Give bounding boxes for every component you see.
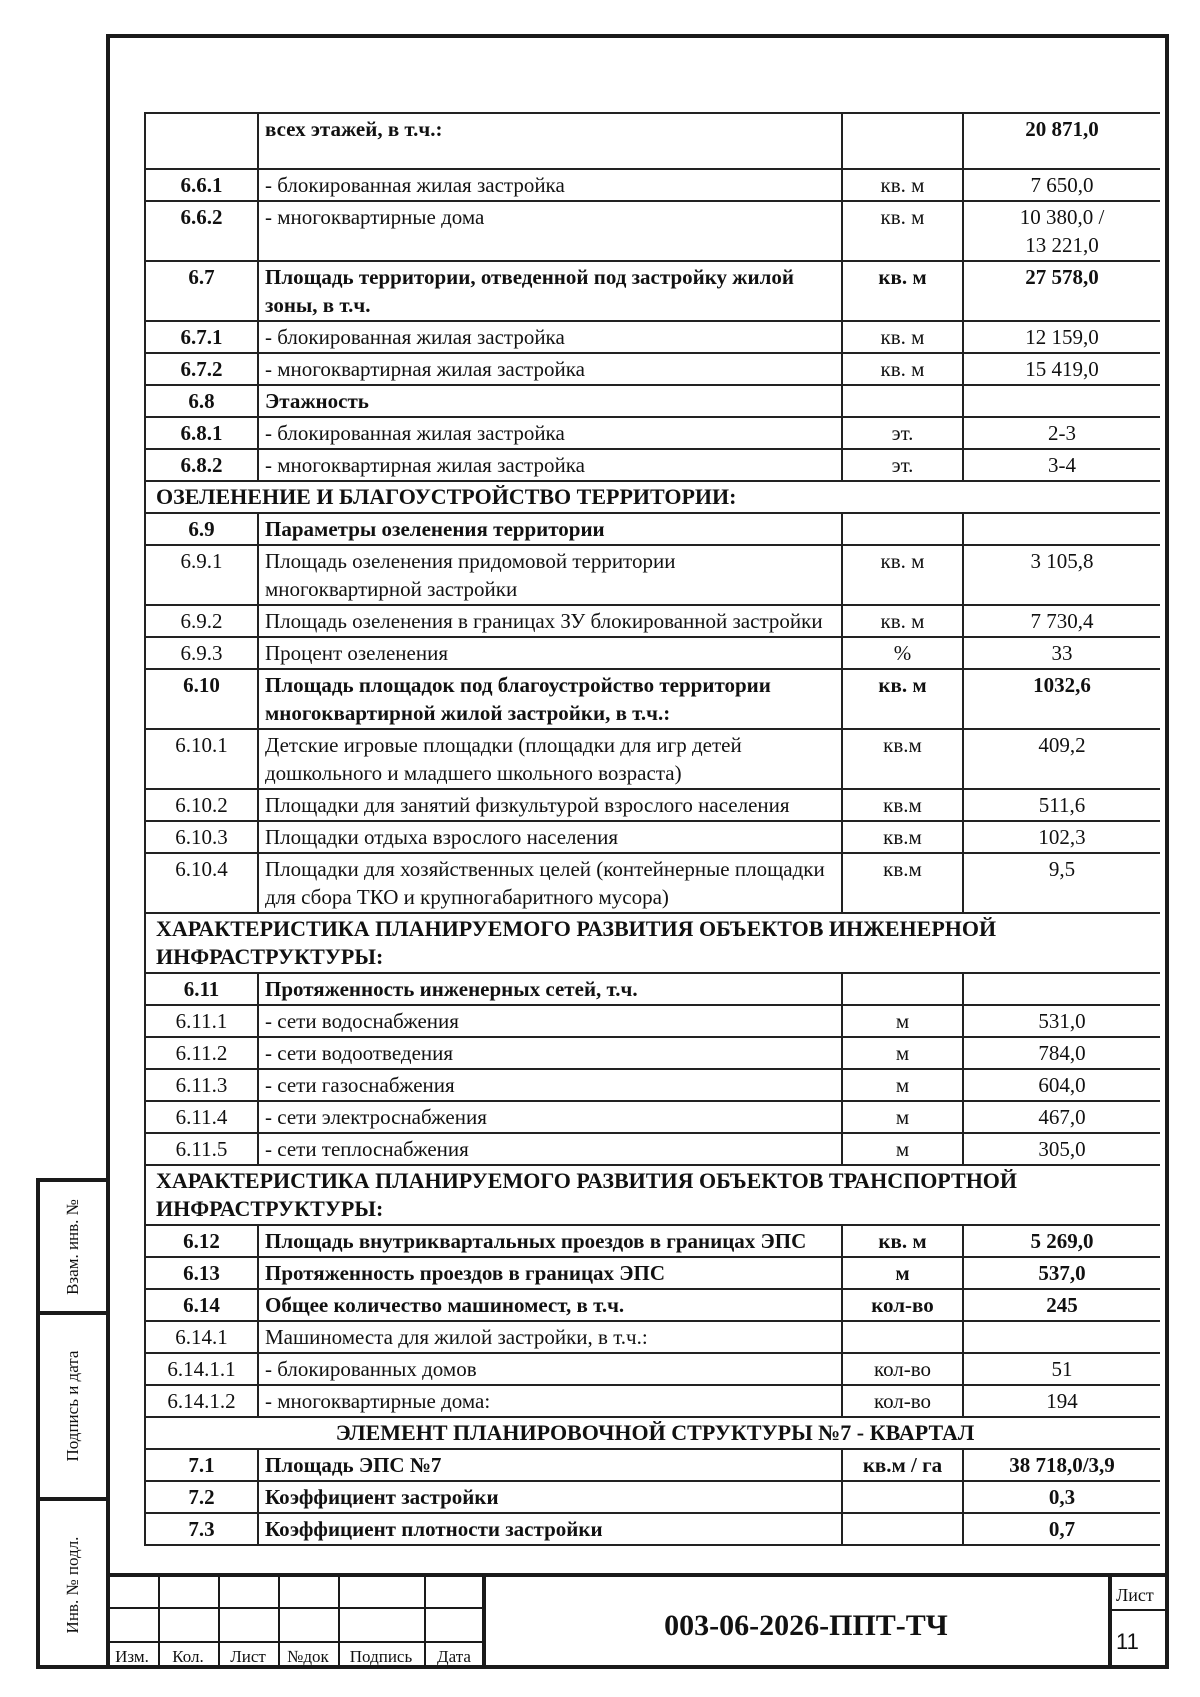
side-cell-vzam — [40, 1182, 106, 1315]
row-unit: кв. м — [842, 261, 963, 321]
row-name: Коэффициент плотности застройки — [258, 1513, 842, 1545]
row-name: Площадки для хозяйственных целей (контейнерные площадки для сбора ТКО и крупногабаритного мусора) — [258, 853, 842, 913]
row-number: 6.6.1 — [145, 169, 258, 201]
row-value: 9,5 — [963, 853, 1160, 913]
row-value: 194 — [963, 1385, 1160, 1417]
stamp-label: №док — [287, 1647, 329, 1666]
row-number: 6.12 — [145, 1225, 258, 1257]
row-unit: м — [842, 1257, 963, 1289]
row-name: Параметры озеленения территории — [258, 513, 842, 545]
table-row — [145, 201, 1160, 261]
row-value: 409,2 — [963, 729, 1160, 789]
document-number: 003-06-2026-ППТ-ТЧ — [664, 1609, 948, 1642]
row-name: Машиноместа для жилой застройки, в т.ч.: — [258, 1321, 842, 1353]
row-value: 10 380,0 / 13 221,0 — [963, 201, 1160, 261]
table-row — [145, 385, 1160, 417]
row-name: Общее количество машиномест, в т.ч. — [258, 1289, 842, 1321]
stamp-label: Кол. — [172, 1647, 204, 1666]
row-unit — [842, 1513, 963, 1545]
row-unit: кв. м — [842, 353, 963, 385]
row-number: 6.10.2 — [145, 789, 258, 821]
section-row — [145, 1417, 1160, 1449]
row-number: 6.10.4 — [145, 853, 258, 913]
row-name: Площадь площадок под благоустройство территории многоквартирной жилой застройки, в т.ч.: — [258, 669, 842, 729]
row-name: Площадь озеленения придомовой территории многоквартирной застройки — [258, 545, 842, 605]
row-number: 7.2 — [145, 1481, 258, 1513]
row-number: 6.11.4 — [145, 1101, 258, 1133]
stamp-label: Лист — [230, 1647, 266, 1666]
table-row — [145, 637, 1160, 669]
row-value: 5 269,0 — [963, 1225, 1160, 1257]
row-value — [963, 513, 1160, 545]
row-name: - сети водоотведения — [258, 1037, 842, 1069]
section-heading: ОЗЕЛЕНЕНИЕ И БЛАГОУСТРОЙСТВО ТЕРРИТОРИИ: — [145, 481, 1160, 513]
table-row — [145, 821, 1160, 853]
row-name: Этажность — [258, 385, 842, 417]
row-unit: кв. м — [842, 605, 963, 637]
table-row — [145, 169, 1160, 201]
row-number: 6.14.1.1 — [145, 1353, 258, 1385]
row-number: 6.10 — [145, 669, 258, 729]
row-value — [963, 973, 1160, 1005]
row-value: 511,6 — [963, 789, 1160, 821]
row-name: всех этажей, в т.ч.: — [258, 113, 842, 169]
title-block — [106, 1573, 1169, 1669]
row-name: - многоквартирная жилая застройка — [258, 353, 842, 385]
row-unit: кол-во — [842, 1385, 963, 1417]
table-row — [145, 1069, 1160, 1101]
row-unit — [842, 1321, 963, 1353]
row-value: 305,0 — [963, 1133, 1160, 1165]
section-row — [145, 913, 1160, 973]
row-unit: кв. м — [842, 169, 963, 201]
side-label-vzam: Взам. инв. № — [63, 1198, 82, 1295]
row-number: 6.14 — [145, 1289, 258, 1321]
row-value: 33 — [963, 637, 1160, 669]
row-name: - блокированная жилая застройка — [258, 169, 842, 201]
row-unit — [842, 513, 963, 545]
row-number: 6.9.3 — [145, 637, 258, 669]
table-row — [145, 1037, 1160, 1069]
table-row — [145, 1289, 1160, 1321]
row-number: 6.11.3 — [145, 1069, 258, 1101]
table-row — [145, 1481, 1160, 1513]
table-row — [145, 1513, 1160, 1545]
row-number: 6.8.1 — [145, 417, 258, 449]
row-name: Площадки для занятий физкультурой взрослого населения — [258, 789, 842, 821]
row-number: 6.8 — [145, 385, 258, 417]
row-number: 6.11.1 — [145, 1005, 258, 1037]
row-name: Площадь озеленения в границах ЗУ блокированной застройки — [258, 605, 842, 637]
row-value — [963, 385, 1160, 417]
row-unit: кв.м — [842, 821, 963, 853]
row-name: Детские игровые площадки (площадки для игр детей дошкольного и младшего школьного возраста) — [258, 729, 842, 789]
row-name: - многоквартирные дома: — [258, 1385, 842, 1417]
table-row — [145, 669, 1160, 729]
table-row — [145, 513, 1160, 545]
row-value: 467,0 — [963, 1101, 1160, 1133]
table-row — [145, 1385, 1160, 1417]
row-name: Коэффициент застройки — [258, 1481, 842, 1513]
row-unit: кв. м — [842, 321, 963, 353]
row-value: 102,3 — [963, 821, 1160, 853]
row-value: 245 — [963, 1289, 1160, 1321]
row-name: Протяженность проездов в границах ЭПС — [258, 1257, 842, 1289]
row-unit: кв.м — [842, 789, 963, 821]
row-unit — [842, 385, 963, 417]
table-row — [145, 113, 1160, 169]
row-unit: кв.м / га — [842, 1449, 963, 1481]
row-unit: м — [842, 1005, 963, 1037]
row-name: - многоквартирная жилая застройка — [258, 449, 842, 481]
indicators-table — [144, 112, 1160, 1546]
row-name: - блокированных домов — [258, 1353, 842, 1385]
row-number: 7.3 — [145, 1513, 258, 1545]
row-unit: эт. — [842, 417, 963, 449]
table-row — [145, 973, 1160, 1005]
row-unit: м — [842, 1133, 963, 1165]
row-value: 15 419,0 — [963, 353, 1160, 385]
row-name: - сети водоснабжения — [258, 1005, 842, 1037]
row-value: 2-3 — [963, 417, 1160, 449]
stamp-label: Дата — [437, 1647, 471, 1666]
row-unit: м — [842, 1037, 963, 1069]
row-number: 6.11 — [145, 973, 258, 1005]
row-name: Протяженность инженерных сетей, т.ч. — [258, 973, 842, 1005]
row-number: 6.7.2 — [145, 353, 258, 385]
table-row — [145, 1321, 1160, 1353]
row-unit: кв.м — [842, 853, 963, 913]
row-number: 6.9.1 — [145, 545, 258, 605]
row-number: 6.10.1 — [145, 729, 258, 789]
table-row — [145, 417, 1160, 449]
row-unit: % — [842, 637, 963, 669]
side-cell-inv — [40, 1501, 106, 1669]
row-value: 3-4 — [963, 449, 1160, 481]
row-name: - многоквартирные дома — [258, 201, 842, 261]
table-row — [145, 1449, 1160, 1481]
table-row — [145, 1005, 1160, 1037]
row-name: - блокированная жилая застройка — [258, 417, 842, 449]
table-row — [145, 605, 1160, 637]
row-number: 6.10.3 — [145, 821, 258, 853]
row-value: 0,7 — [963, 1513, 1160, 1545]
row-name: Площадь ЭПС №7 — [258, 1449, 842, 1481]
sheet-label: Лист — [1116, 1585, 1154, 1605]
row-unit — [842, 973, 963, 1005]
stamp-label: Изм. — [115, 1647, 149, 1666]
row-unit: кв. м — [842, 669, 963, 729]
row-name: Процент озеленения — [258, 637, 842, 669]
table-row — [145, 545, 1160, 605]
row-number: 7.1 — [145, 1449, 258, 1481]
sheet-number: 11 — [1116, 1629, 1139, 1654]
indicators-table-wrap — [144, 112, 1160, 1582]
row-name: Площадь внутриквартальных проездов в границах ЭПС — [258, 1225, 842, 1257]
row-value: 27 578,0 — [963, 261, 1160, 321]
row-unit: кол-во — [842, 1289, 963, 1321]
row-number: 6.6.2 — [145, 201, 258, 261]
section-heading: ХАРАКТЕРИСТИКА ПЛАНИРУЕМОГО РАЗВИТИЯ ОБЪЕКТОВ ИНЖЕНЕРНОЙ ИНФРАСТРУКТУРЫ: — [145, 913, 1160, 973]
row-value: 7 730,4 — [963, 605, 1160, 637]
table-row — [145, 853, 1160, 913]
row-value: 604,0 — [963, 1069, 1160, 1101]
row-unit: кв. м — [842, 545, 963, 605]
row-name: - блокированная жилая застройка — [258, 321, 842, 353]
row-number: 6.14.1 — [145, 1321, 258, 1353]
table-row — [145, 1101, 1160, 1133]
table-row — [145, 1133, 1160, 1165]
row-unit — [842, 113, 963, 169]
row-name: - сети теплоснабжения — [258, 1133, 842, 1165]
row-number: 6.14.1.2 — [145, 1385, 258, 1417]
row-unit: кв. м — [842, 201, 963, 261]
row-number — [145, 113, 258, 169]
row-unit: кв.м — [842, 729, 963, 789]
row-number: 6.11.5 — [145, 1133, 258, 1165]
row-number: 6.9.2 — [145, 605, 258, 637]
side-label-podpis: Подпись и дата — [63, 1350, 82, 1462]
row-unit: кв. м — [842, 1225, 963, 1257]
row-value: 51 — [963, 1353, 1160, 1385]
row-unit: м — [842, 1101, 963, 1133]
row-value: 7 650,0 — [963, 169, 1160, 201]
row-name: - сети газоснабжения — [258, 1069, 842, 1101]
row-name: - сети электроснабжения — [258, 1101, 842, 1133]
row-number: 6.11.2 — [145, 1037, 258, 1069]
row-number: 6.9 — [145, 513, 258, 545]
side-stamp-columns — [36, 1178, 106, 1669]
row-value: 38 718,0/3,9 — [963, 1449, 1160, 1481]
table-row — [145, 789, 1160, 821]
table-row — [145, 1225, 1160, 1257]
table-row — [145, 1257, 1160, 1289]
row-unit: м — [842, 1069, 963, 1101]
table-row — [145, 449, 1160, 481]
row-value: 1032,6 — [963, 669, 1160, 729]
side-label-inv: Инв. № подл. — [63, 1536, 82, 1634]
row-number: 6.7 — [145, 261, 258, 321]
row-unit: кол-во — [842, 1353, 963, 1385]
row-number: 6.13 — [145, 1257, 258, 1289]
section-heading: ХАРАКТЕРИСТИКА ПЛАНИРУЕМОГО РАЗВИТИЯ ОБЪЕКТОВ ТРАНСПОРТНОЙ ИНФРАСТРУКТУРЫ: — [145, 1165, 1160, 1225]
stamp-label: Подпись — [349, 1647, 413, 1666]
table-row — [145, 729, 1160, 789]
row-value: 784,0 — [963, 1037, 1160, 1069]
row-number: 6.7.1 — [145, 321, 258, 353]
row-number: 6.8.2 — [145, 449, 258, 481]
row-name: Площадь территории, отведенной под застройку жилой зоны, в т.ч. — [258, 261, 842, 321]
row-value: 3 105,8 — [963, 545, 1160, 605]
section-heading: ЭЛЕМЕНТ ПЛАНИРОВОЧНОЙ СТРУКТУРЫ №7 - КВАРТАЛ — [145, 1417, 1160, 1449]
section-row — [145, 1165, 1160, 1225]
section-row — [145, 481, 1160, 513]
row-value — [963, 1321, 1160, 1353]
row-value: 12 159,0 — [963, 321, 1160, 353]
table-row — [145, 353, 1160, 385]
row-unit: эт. — [842, 449, 963, 481]
side-cell-podpis — [40, 1315, 106, 1501]
table-row — [145, 321, 1160, 353]
table-row — [145, 261, 1160, 321]
row-value: 537,0 — [963, 1257, 1160, 1289]
row-value: 0,3 — [963, 1481, 1160, 1513]
row-unit — [842, 1481, 963, 1513]
row-name: Площадки отдыха взрослого населения — [258, 821, 842, 853]
row-value: 531,0 — [963, 1005, 1160, 1037]
row-value: 20 871,0 — [963, 113, 1160, 169]
table-row — [145, 1353, 1160, 1385]
